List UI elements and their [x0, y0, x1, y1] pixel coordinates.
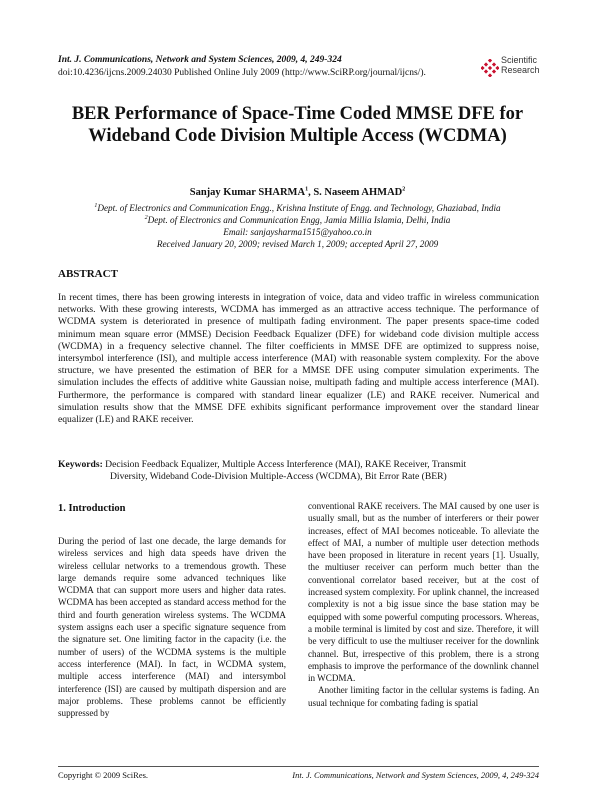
received-dates: Received January 20, 2009; revised March 1, 2009; accepted April 27, 2009: [156, 239, 439, 249]
author-separator: ,: [308, 187, 314, 198]
logo-line2: Research: [501, 65, 540, 75]
logo-line1: Scientific: [501, 55, 538, 65]
keywords: [58, 459, 539, 483]
footer-divider: [58, 766, 539, 767]
affiliation-2-marker: 2: [144, 214, 148, 221]
paper-title: [40, 103, 555, 147]
abstract-text: In recent times, there has been growing interests in integration of voice, data and video traffic in wireless communication networks. With these growing interests, WCDMA has immerged as an attractive access technique. The performance of WCDMA system is deteriorated in presence of multipath fading environment. The paper presents space-time coded minimum mean square error (MMSE) Decision Feedback Equalizer (DFE) for wideband code division multiple access (WCDMA) in a frequency selective channel. The filter coefficients in MMSE DFE are optimized to suppress noise, intersymbol interference (ISI), and multiple access interference (MAI) with reasonable system complexity. For the above structure, we have presented the estimation of BER for a MMSE DFE using computer simulation experiments. The simulation includes the effects of additive white Gaussian noise, multipath fading and multiple access interference (MAI). Furthermore, the performance is compared with standard linear equalizer (LE) and RAKE receiver. Numerical and simulation results show that the MMSE DFE exhibits significant performance improvement over the standard linear equalizer (LE) and RAKE receiver.: [58, 292, 539, 426]
publisher-logo: [481, 55, 561, 81]
keywords-label: Keywords:: [58, 459, 103, 470]
right-column: [308, 500, 539, 709]
author-1: Sanjay Kumar SHARMA: [189, 187, 306, 198]
affiliation-1: [40, 202, 555, 214]
footer-copyright: Copyright © 2009 SciRes.: [58, 770, 149, 780]
doi-line: doi:10.4236/ijcns.2009.24030 Published Online July 2009 (http://www.SciRP.org/journal/ijcns/).: [58, 68, 426, 78]
left-column: [58, 535, 286, 719]
journal-header: [58, 54, 478, 80]
author-2: S. Naseem AHMAD: [313, 187, 403, 198]
scientific-research-logo-icon: [481, 59, 499, 77]
author-1-affil-marker: 1: [305, 186, 309, 193]
keywords-line1: Decision Feedback Equalizer, Multiple Access Interference (MAI), RAKE Receiver, Transmit: [102, 459, 467, 470]
logo-text: [501, 55, 540, 75]
intro-paragraph-2: conventional RAKE receivers. The MAI caused by one user is usually small, but as the number of interferers or their power increases, effect of MAI becomes noticeable. To alleviate the effect of MAI, a number of multiple user detection methods have been proposed in literature in recent years [1]. Usually, the multiuser receiver can perform much better than the conventional correlator based receiver, but at the cost of increased system complexity. For uplink channel, the increased complexity is not a big issue since the base station may be equipped with some powerful computing processors. Whereas, a mobile terminal is limited by cost and size. Therefore, it will be very difficult to use the multiuser receiver for the downlink channel. But, irrespective of this problem, there is a strong emphasis to improve the performance of the downlink channel in WCDMA.: [308, 501, 539, 684]
title-line1: BER Performance of Space-Time Coded MMSE DFE for: [71, 104, 524, 124]
section-heading-introduction: 1. Introduction: [58, 503, 126, 514]
author-2-affil-marker: 2: [402, 186, 406, 193]
affiliation-1-text: Dept. of Electronics and Communication Engg., Krishna Institute of Engg. and Technology, Ghaziabad, India: [97, 203, 501, 213]
title-line2: Wideband Code Division Multiple Access (WCDMA): [88, 126, 507, 146]
keywords-line2: Diversity, Wideband Code-Division Multiple-Access (WCDMA), Bit Error Rate (BER): [110, 471, 447, 483]
affiliation-2: [40, 214, 555, 226]
affiliation-1-marker: 1: [94, 202, 98, 209]
affiliation-2-text: Dept. of Electronics and Communication Engg, Jamia Millia Islamia, Delhi, India: [147, 215, 451, 225]
author-email: Email: sanjaysharma1515@yahoo.co.in: [223, 227, 372, 237]
journal-title: Int. J. Communications, Network and System Sciences, 2009, 4, 249-324: [58, 55, 342, 65]
affiliations: [40, 202, 555, 250]
abstract-heading: ABSTRACT: [58, 268, 118, 280]
author-line: [40, 187, 555, 198]
intro-paragraph-1: During the period of last one decade, the large demands for wireless services and high data speeds have driven the wireless cellular networks to a tremendous growth. These large demands require some advanced techniques like WCDMA that can support more users and higher data rates. WCDMA has been accepted as standard access method for the third and fourth generation wireless systems. The WCDMA system assigns each user a specific signature sequence from the signature set. One limiting factor in the capacity (i.e. the number of users) of the WCDMA systems is the multiple access interference (MAI). In fact, in WCDMA system, multiple access interference (MAI) and intersymbol interference (ISI) are caused by multipath dispersion and are major problems. These problems cannot be efficiently suppressed by: [58, 536, 286, 719]
footer-citation: Int. J. Communications, Network and System Sciences, 2009, 4, 249-324: [292, 770, 539, 780]
intro-paragraph-3: Another limiting factor in the cellular systems is fading. An usual technique for combating fading is spatial: [308, 685, 539, 708]
